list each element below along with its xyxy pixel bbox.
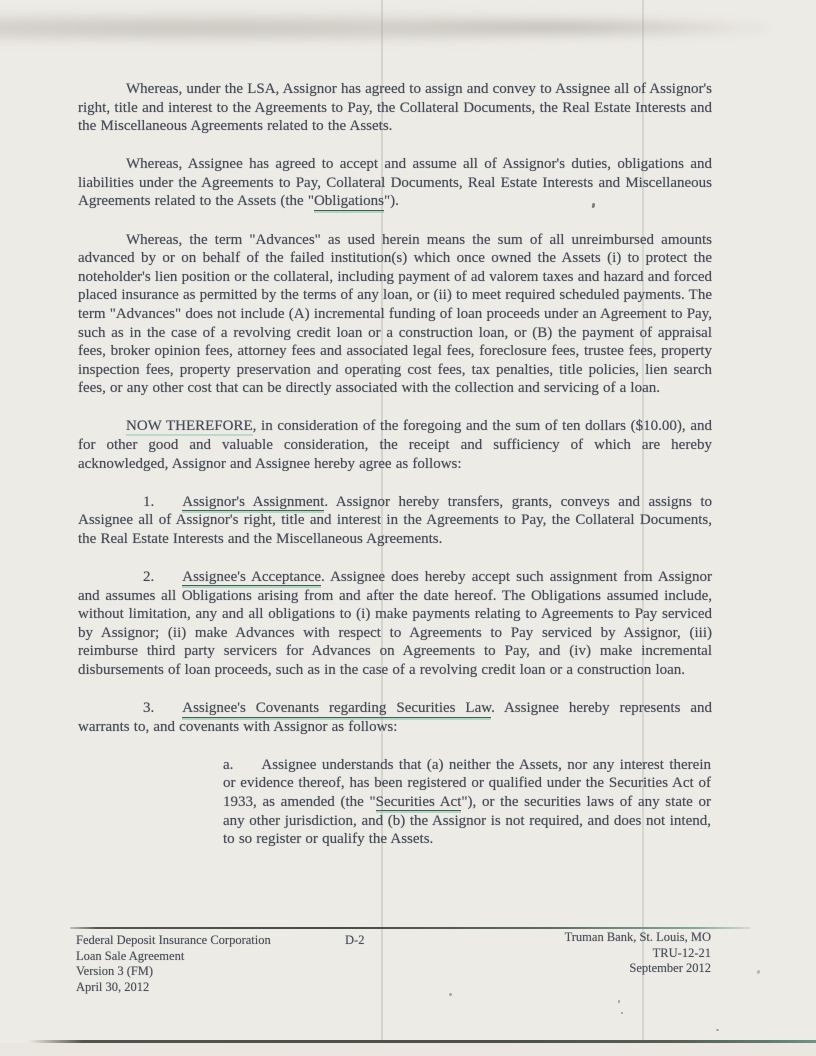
footer-version: Version 3 (FM) — [76, 964, 154, 979]
paragraph-advances-definition: Whereas, the term "Advances" as used herein means the sum of all unreimbursed amounts advanced by or on behalf of the failed institution(s) which once owned the Assets (i) to protect the noteholder's lien position or the collateral, including payment of ad valorem taxes and hazard and forced placed insurance as permitted by the terms of any loan, or (ii) to meet required scheduled payments. The term "Advances" does not include (A) incremental funding of loan proceeds under an Agreement to Pay, such as in the case of a revolving credit loan or a construction loan, or (B) the payment of appraisal fees, broker opinion fees, attorney fees and associated legal fees, foreclosure fees, trustee fees, property inspection fees, property preservation and operating cost fees, tax penalties, title policies, lien search fees, or any other cost that can be directly associated with the collection and servicing of a loan. — [78, 231, 712, 397]
scan-speck — [449, 993, 452, 996]
footer-document-title: Loan Sale Agreement — [76, 948, 185, 963]
footer-organization: Federal Deposit Insurance Corporation — [76, 933, 271, 947]
scan-edge-margin — [0, 1043, 816, 1056]
section-2-assignees-acceptance: 2. Assignee's Acceptance. Assignee does hereby accept such assignment from Assignor and assumes all Obligations arising from and after the date hereof. The Obligations assumed include, without limitation, any and all obligations to (i) make payments relating to Agreements to Pay serviced by Assignor; (ii) make Advances with respect to Agreements to Pay serviced by Assignor, (iii) reimburse third party servicers for Advances on Agreements to Pay, and (iv) make incremental disbursements of loan proceeds, such as in the case of a revolving credit loan or a construction loan. — [78, 568, 712, 678]
footer-right-date: September 2012 — [629, 961, 711, 976]
section-3-securities-covenants: 3. Assignee's Covenants regarding Securities Law. Assignee hereby represents and warrants to, and covenants with Assignor as follows: — [78, 700, 712, 735]
footer-bank-name: Truman Bank, St. Louis, MO — [564, 930, 711, 944]
section-1-assignors-assignment: 1. Assignor's Assignment. Assignor hereby transfers, grants, conveys and assigns to Assignee all of Assignor's right, title and interest in the Agreements to Pay, the Collateral Documents, the Real Estate Interests and the Miscellaneous Agreements. — [78, 493, 712, 547]
subparagraph-a-securities-act: a. Assignee understands that (a) neither the Assets, nor any interest therein or evidence thereof, has been registered or qualified under the Securities Act of 1933, as amended (the "Securities Act"), or the securities laws of any state or any other jurisdiction, and (b) the Assignor is not required, and does not intend, to so register or qualify the Assets. — [223, 756, 712, 848]
scan-speck — [621, 1012, 623, 1014]
footer-left-block — [76, 933, 271, 995]
footer-date: April 30, 2012 — [76, 979, 150, 994]
scan-smudge-top-right — [380, 18, 740, 36]
footer-transaction-id: TRU-12-21 — [652, 945, 711, 960]
scan-speck — [618, 1000, 620, 1003]
scan-speck — [756, 970, 761, 975]
page-number: D-2 — [345, 933, 365, 947]
paragraph-whereas-lsa: Whereas, under the LSA, Assignor has agreed to assign and convey to Assignee all of Assignor's right, title and interest to the Agreements to Pay, the Collateral Documents, the Real Estate Interests and the Miscellaneous Agreements related to the Assets. — [78, 81, 712, 135]
footer-right-block — [565, 930, 711, 977]
paragraph-now-therefore: NOW THEREFORE, in consideration of the foregoing and the sum of ten dollars ($10.00), and for other good and valuable consideration, the receipt and sufficiency of which are hereby acknowledged, Assignor and Assignee hereby agree as follows: — [78, 418, 712, 472]
paragraph-whereas-assignee: Whereas, Assignee has agreed to accept and assume all of Assignor's duties, obligations and liabilities under the Agreements to Pay, Collateral Documents, Real Estate Interests and Miscellaneous Agreements related to the Assets (the "Obligations"). — [78, 156, 712, 210]
document-body — [78, 80, 712, 868]
footer-divider — [70, 927, 750, 929]
scan-speck — [716, 1029, 719, 1031]
